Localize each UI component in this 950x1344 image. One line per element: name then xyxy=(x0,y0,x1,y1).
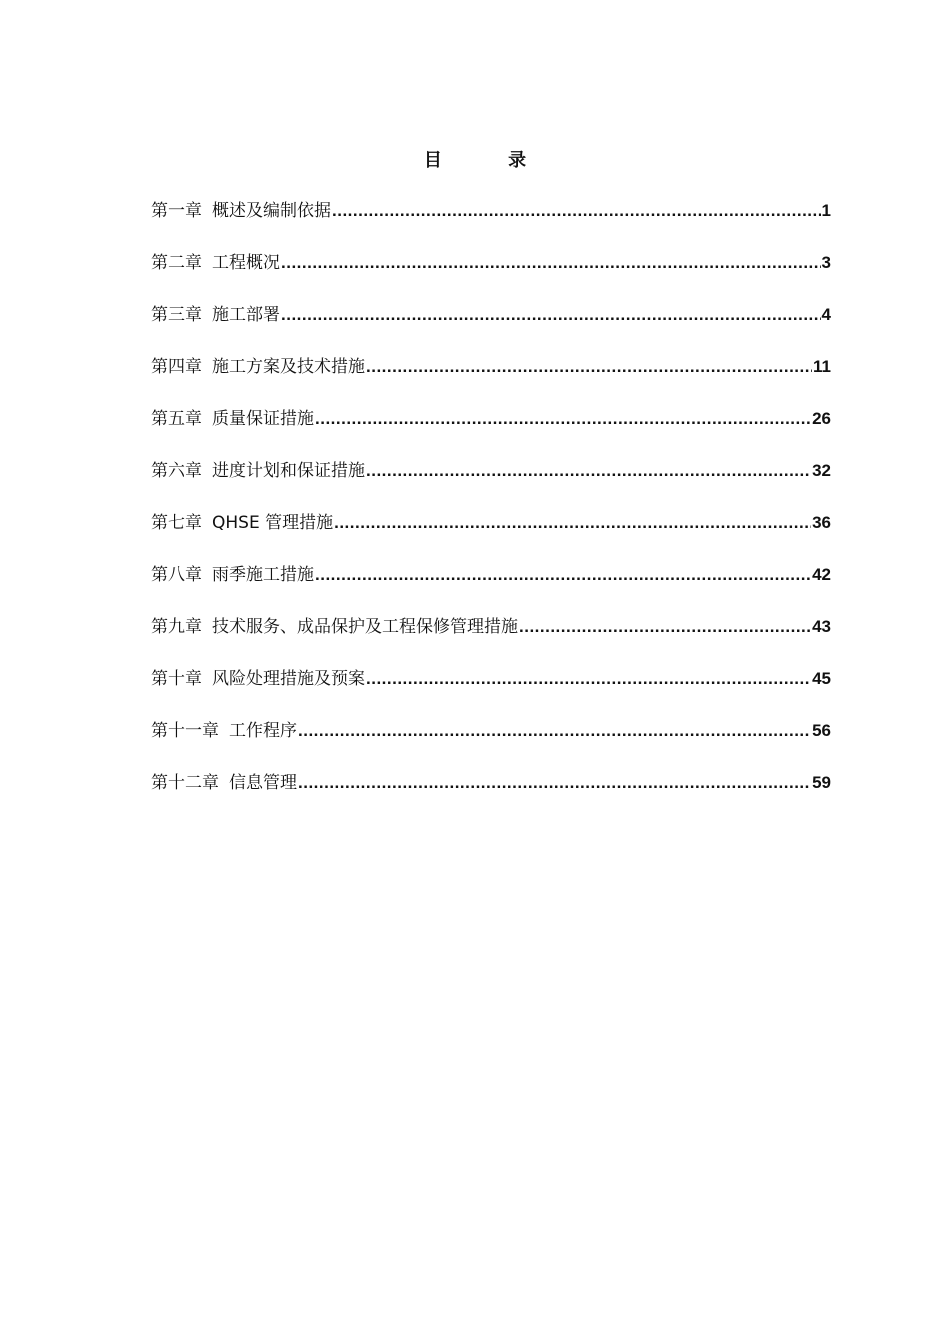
toc-page-number: 32 xyxy=(812,461,831,480)
toc-chapter-number: 第十章 xyxy=(151,669,202,689)
toc-page-number: 43 xyxy=(812,617,831,636)
toc-chapter-title: 施工部署 xyxy=(212,305,280,325)
toc-dot-leader xyxy=(519,617,811,637)
toc-entry[interactable] xyxy=(151,508,831,560)
toc-dot-leader xyxy=(281,305,821,325)
toc-page-number: 1 xyxy=(821,201,831,220)
toc-page-number: 56 xyxy=(812,721,831,740)
toc-chapter-number: 第四章 xyxy=(151,357,202,377)
toc-page-number: 26 xyxy=(812,409,831,428)
toc-entry[interactable] xyxy=(151,456,831,508)
toc-chapter-title: 风险处理措施及预案 xyxy=(212,669,365,689)
toc-dot-leader xyxy=(315,409,811,429)
toc-list xyxy=(151,196,831,820)
toc-page-number: 11 xyxy=(813,357,831,376)
toc-entry[interactable] xyxy=(151,612,831,664)
toc-dot-leader xyxy=(366,669,811,689)
toc-chapter-title: 进度计划和保证措施 xyxy=(212,461,365,481)
toc-entry[interactable] xyxy=(151,196,831,248)
toc-chapter-title: QHSE 管理措施 xyxy=(212,513,334,533)
toc-chapter-number: 第一章 xyxy=(151,201,202,221)
toc-title: 目 录 xyxy=(423,150,557,171)
toc-chapter-title: 质量保证措施 xyxy=(212,409,314,429)
toc-chapter-title: 雨季施工措施 xyxy=(212,565,314,585)
toc-chapter-title: 技术服务、成品保护及工程保修管理措施 xyxy=(212,617,518,637)
toc-chapter-title: 信息管理 xyxy=(229,773,297,793)
toc-chapter-number: 第七章 xyxy=(151,513,202,533)
toc-page-number: 45 xyxy=(812,669,831,688)
toc-dot-leader xyxy=(298,773,811,793)
toc-dot-leader xyxy=(281,253,821,273)
toc-chapter-title: 工作程序 xyxy=(229,721,297,741)
toc-chapter-title: 施工方案及技术措施 xyxy=(212,357,365,377)
toc-chapter-number: 第十一章 xyxy=(151,721,219,741)
toc-chapter-number: 第二章 xyxy=(151,253,202,273)
toc-dot-leader xyxy=(366,461,811,481)
toc-chapter-number: 第六章 xyxy=(151,461,202,481)
toc-entry[interactable] xyxy=(151,716,831,768)
toc-dot-leader xyxy=(298,721,811,741)
toc-page-number: 42 xyxy=(812,565,831,584)
toc-dot-leader xyxy=(366,357,812,377)
toc-chapter-title: 工程概况 xyxy=(212,253,280,273)
toc-entry[interactable] xyxy=(151,248,831,300)
toc-dot-leader xyxy=(315,565,811,585)
toc-chapter-number: 第五章 xyxy=(151,409,202,429)
toc-page-number: 4 xyxy=(821,305,831,324)
toc-dot-leader xyxy=(332,201,821,221)
toc-page-number: 3 xyxy=(821,253,831,272)
toc-entry[interactable] xyxy=(151,560,831,612)
toc-chapter-number: 第十二章 xyxy=(151,773,219,793)
toc-entry[interactable] xyxy=(151,768,831,820)
toc-chapter-number: 第三章 xyxy=(151,305,202,325)
toc-chapter-number: 第八章 xyxy=(151,565,202,585)
toc-page-number: 36 xyxy=(812,513,831,532)
toc-entry[interactable] xyxy=(151,664,831,716)
toc-entry[interactable] xyxy=(151,404,831,456)
toc-chapter-number: 第九章 xyxy=(151,617,202,637)
toc-dot-leader xyxy=(334,513,811,533)
toc-entry[interactable] xyxy=(151,300,831,352)
toc-chapter-title: 概述及编制依据 xyxy=(212,201,331,221)
toc-page-number: 59 xyxy=(812,773,831,792)
toc-entry[interactable] xyxy=(151,352,831,404)
